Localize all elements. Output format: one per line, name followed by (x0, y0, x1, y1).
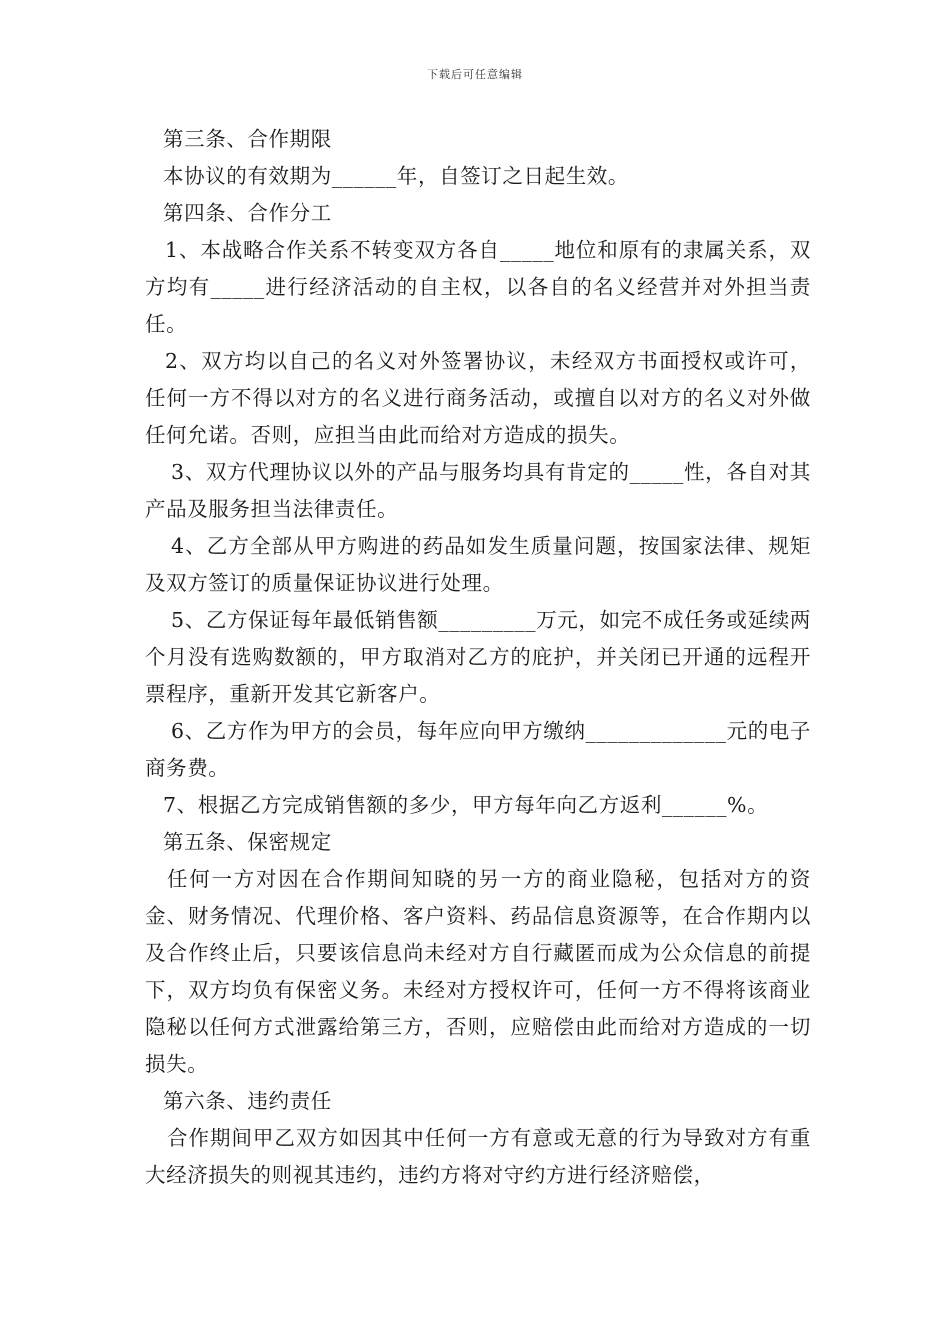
paragraph-confidentiality: 任何一方对因在合作期间知晓的另一方的商业隐秘，包括对方的资金、财务情况、代理价格、客户资料、药品信息资源等，在合作期内以及合作终止后，只要该信息尚未经对方自行藏匿而成为公众信息的前提下，双方均负有保密义务。未经对方授权许可，任何一方不得将该商业隐秘以任何方式泄露给第三方，否则，应赔偿由此而给对方造成的一切损失。 (145, 867, 811, 1076)
clause-4-3: 3、双方代理协议以外的产品与服务均具有肯定的_____性，各自对其产品及服务担当法律责任。 (145, 460, 811, 521)
section-heading-5: 第五条、保密规定 (163, 830, 332, 854)
clause-4-1: 1、本战略合作关系不转变双方各自_____地位和原有的隶属关系，双方均有_____进行经济活动的自主权，以各自的名义经营并对外担当责任。 (145, 238, 811, 336)
clause-4-4: 4、乙方全部从甲方购进的药品如发生质量问题，按国家法律、规矩及双方签订的质量保证协议进行处理。 (145, 534, 811, 595)
section-heading-3: 第三条、合作期限 (163, 127, 332, 151)
clause-4-6: 6、乙方作为甲方的会员，每年应向甲方缴纳_____________元的电子商务费。 (145, 719, 811, 780)
clause-4-7: 7、根据乙方完成销售额的多少，甲方每年向乙方返利______%。 (163, 793, 769, 817)
clause-4-2: 2、双方均以自己的名义对外签署协议，未经双方书面授权或许可，任何一方不得以对方的名义进行商务活动，或擅自以对方的名义对外做任何允诺。否则，应担当由此而给对方造成的损失。 (145, 349, 811, 447)
section-heading-6: 第六条、违约责任 (163, 1089, 332, 1113)
document-body (145, 121, 811, 1194)
clause-4-5: 5、乙方保证每年最低销售额_________万元，如完不成任务或延续两个月没有选购数额的，甲方取消对乙方的庇护，并关闭已开通的远程开票程序，重新开发其它新客户。 (145, 608, 811, 706)
paragraph-validity: 本协议的有效期为______年，自签订之日起生效。 (163, 164, 629, 188)
paragraph-liability: 合作期间甲乙双方如因其中任何一方有意或无意的行为导致对方有重大经济损失的则视其违约，违约方将对守约方进行经济赔偿， (145, 1126, 811, 1187)
page-header-note: 下载后可任意编辑 (427, 68, 523, 81)
section-heading-4: 第四条、合作分工 (163, 201, 332, 225)
